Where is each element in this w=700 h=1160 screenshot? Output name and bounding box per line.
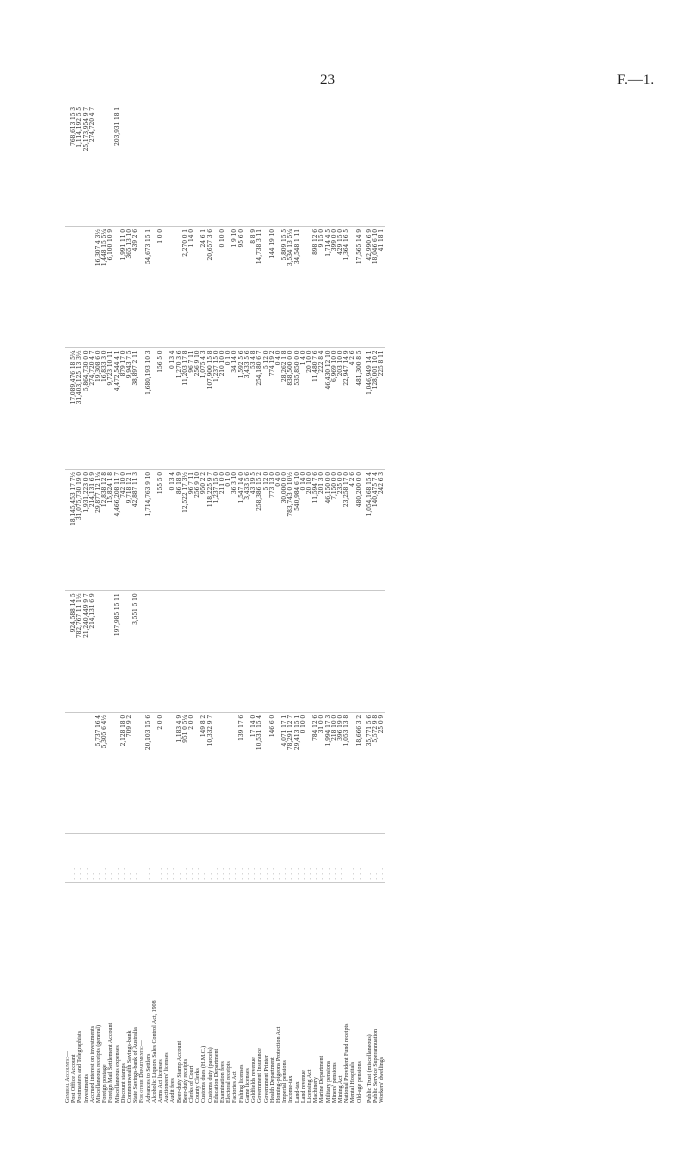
leader-dots: . . .	[146, 834, 152, 882]
leader-dots: . . .	[84, 834, 90, 882]
leader-dots: . . .	[226, 834, 232, 882]
amount-cell: 46,150 0 0	[326, 469, 332, 590]
leader-dots: . . .	[158, 834, 164, 882]
amount-cell: 17 14 0	[251, 712, 257, 833]
amount-cell: 783,743 0 10½	[288, 469, 294, 590]
amount-cell: 1,183 4 9	[177, 712, 183, 833]
amount-cell: 365 13 10	[127, 227, 133, 348]
amount-cell: 742 10 0	[121, 469, 127, 590]
amount-cell: 7,150 0 0	[332, 469, 338, 590]
amount-cell: 31,403,125 13 3½	[77, 348, 83, 469]
amount-cell: 258,386 15 2	[257, 469, 263, 590]
amount-cell: 34,548 1 11	[295, 227, 301, 348]
row-label: Factories Act	[232, 882, 238, 1105]
amount-cell: 36 3 10	[232, 469, 238, 590]
amount-cell: 203 10 0	[338, 348, 344, 469]
amount-cell: 6,100 10 9	[108, 227, 114, 348]
row-label: Land revenue	[301, 882, 307, 1105]
row-label: Public Service Superannuation	[373, 882, 379, 1105]
amount-cell: 96 7 11	[189, 469, 195, 590]
amount-cell: 16,833 3 0	[102, 348, 108, 469]
amount-cell: 31 0 0	[319, 712, 325, 833]
amount-cell: 12,838 12 8	[102, 469, 108, 590]
amount-cell: 0 13 4	[170, 348, 176, 469]
amount-cell: 0 1 0	[226, 348, 232, 469]
leader-dots: . . .	[71, 834, 77, 882]
amount-cell: 1,448 15 5¼	[102, 227, 108, 348]
amount-cell: 6,969 10 0	[332, 348, 338, 469]
amount-cell: 924,588 14 5	[71, 591, 77, 712]
row-label: Licensing Act	[307, 882, 313, 1105]
amount-cell: 155 5 0	[158, 469, 164, 590]
amount-cell: 9,943 7 5	[127, 348, 133, 469]
amount-cell: 11,203 17 8	[183, 348, 189, 469]
amount-cell: 396 19 0	[338, 712, 344, 833]
leader-dots: . . .	[338, 834, 344, 882]
row-label: For other Departments:—	[139, 882, 145, 1105]
amount-cell: 222 8 4	[319, 348, 325, 469]
amount-cell: 86 18 9	[177, 469, 183, 590]
amount-cell: 274,720 4 7	[88, 107, 96, 143]
amount-cell: 0 10 0	[220, 227, 226, 348]
page-reference: F.—1.	[617, 72, 655, 88]
leader-dots: . . .	[214, 834, 220, 882]
amount-cell: 1,364 16 5	[344, 227, 350, 348]
row-label: Customs duty (parcels)	[208, 882, 214, 1105]
row-label: Marine Department	[319, 882, 325, 1105]
amount-cell: 3,534 13 5¼	[288, 227, 294, 348]
leader-dots: . . .	[350, 834, 356, 882]
amount-cell: 107,900 15 8	[208, 348, 214, 469]
amount-cell: 951 0 5¼	[183, 712, 189, 833]
amount-cell: 118,225 9 7	[208, 469, 214, 590]
leader-dots: . . .	[115, 834, 121, 882]
amount-cell: 399 0 0	[332, 227, 338, 348]
leader-dots: . . .	[121, 834, 127, 882]
amount-cell: 144 19 10	[270, 227, 276, 348]
leader-dots: . . .	[170, 834, 176, 882]
amount-cell	[379, 105, 385, 227]
amount-cell	[379, 591, 385, 712]
row-label: Beer-duty Stamp Account	[177, 882, 183, 1105]
amount-cell: 29,877 12 1¼	[96, 469, 102, 590]
amount-cell: 25 0 9	[379, 712, 385, 833]
row-label: Workers' dwellings	[379, 882, 385, 1105]
amount-cell: 5,305 6 4½	[102, 712, 108, 833]
amount-cell: 201 3 0	[319, 469, 325, 590]
amount-cell: 838,500 0 0	[288, 348, 294, 469]
row-label: Foreign postage	[102, 882, 108, 1105]
amount-cell: 784 12 6	[313, 712, 319, 833]
row-label: Clerks of Court	[189, 882, 195, 1105]
row-label: Education Department	[214, 882, 220, 1105]
row-label: Public Trust (miscellaneous)	[367, 882, 373, 1105]
amount-cell: 5,809 15 5	[282, 227, 288, 348]
amount-cell: 1 0 0	[158, 227, 164, 348]
amount-cell: 0 14 0	[301, 469, 307, 590]
row-label: Imperial pensions	[282, 882, 288, 1105]
amount-cell: 3,433 5 6	[245, 469, 251, 590]
leader-dots: . .	[208, 834, 214, 882]
amount-cell: 25,173,954 9 7	[82, 107, 90, 152]
leader-dots: . .	[96, 834, 102, 882]
leader-dots: . .	[108, 834, 114, 882]
row-label: Government Insurance	[257, 882, 263, 1105]
leader-dots: . . .	[319, 834, 325, 882]
row-label: Alcoholic Liquors Sales Control Act, 1908	[152, 882, 158, 1105]
amount-cell: 235 0 0	[338, 469, 344, 590]
amount-cell: 4,466,208 11 7	[115, 469, 121, 590]
row-label: Homing-pigeons Protection Act	[276, 882, 282, 1105]
amount-cell: 254,180 6 7	[257, 348, 263, 469]
amount-cell: 156 5 0	[158, 348, 164, 469]
amount-cell: 274,720 4 7	[90, 348, 96, 469]
row-label: National Provident Fund receipts	[344, 882, 350, 1105]
amount-cell: 256 9 10	[195, 348, 201, 469]
amount-cell: 2 0 0	[158, 712, 164, 833]
amount-cell: 140,475 7 4	[373, 469, 379, 590]
amount-cell: 29,413 15 1	[295, 712, 301, 833]
leader-dots: . . .	[313, 834, 319, 882]
amount-cell: 4 2 6	[350, 348, 356, 469]
amount-cell: 1 14 0	[189, 227, 195, 348]
amount-cell: 218 10 0	[332, 712, 338, 833]
amount-cell: 1,270 3 6	[177, 348, 183, 469]
row-label: Commonwealth Savings-bank	[127, 882, 133, 1105]
leader-dots: . . .	[282, 834, 288, 882]
leader-dots: . .	[177, 834, 183, 882]
amount-cell: 149 8 2	[201, 712, 207, 833]
leader-dots: . . .	[189, 834, 195, 882]
row-label: Advances to Settlers	[146, 882, 152, 1105]
amount-cell: 14,738 3 11	[257, 227, 263, 348]
amount-cell: 4,071 17 1	[282, 712, 288, 833]
amount-cell: 1,237 15 0	[214, 469, 220, 590]
leader-dots: . . .	[232, 834, 238, 882]
amount-cell: 225 8 11	[379, 348, 385, 469]
amount-cell: 24 6 1	[201, 227, 207, 348]
amount-cell: 1,680,193 10 3	[146, 348, 152, 469]
amount-cell: 1,714 4 5	[326, 227, 332, 348]
row-label: Income-tax	[288, 882, 294, 1105]
row-label: Military pensions	[326, 882, 332, 1105]
amount-cell: 1,547 14 0	[239, 469, 245, 590]
amount-cell: 773 13 0	[270, 469, 276, 590]
amount-cell: 709 9 2	[127, 712, 133, 833]
amount-cell: 9,723 10 11	[108, 348, 114, 469]
accounts-table	[65, 105, 385, 1105]
amount-cell: 42,887 11 3	[133, 469, 139, 590]
amount-cell: 1,114,192 5 5	[76, 107, 84, 148]
amount-cell: 481,300 8 5	[357, 348, 363, 469]
accounts-table-body	[65, 105, 385, 1105]
amount-cell: 11,480 7 6	[313, 348, 319, 469]
row-label: Goldfields revenue	[251, 882, 257, 1105]
leader-dots: . . .	[102, 834, 108, 882]
row-label: Accrued interest on investments	[90, 882, 96, 1105]
leader-dots: . . .	[288, 834, 294, 882]
amount-cell: 950 2 2	[201, 469, 207, 590]
leader-dots: . . .	[307, 834, 313, 882]
amount-cell: 0 4 0	[276, 348, 282, 469]
leader-dots: . . .	[270, 834, 276, 882]
leader-dots: . . .	[326, 834, 332, 882]
amount-cell: 1,075 4 3	[201, 348, 207, 469]
row-label: Land-tax	[295, 882, 301, 1105]
amount-cell: 53 4 8	[251, 348, 257, 469]
rotated-table-region	[65, 105, 647, 1105]
leader-dots: . . .	[195, 834, 201, 882]
row-label: County Clerks	[195, 882, 201, 1105]
amount-cell: 0 10 0	[301, 712, 307, 833]
page-number: 23	[320, 72, 335, 88]
amount-cell: 16,307 4 3½	[96, 227, 102, 348]
amount-cell: 2 0 0	[189, 712, 195, 833]
amount-cell: 20,103 15 6	[146, 712, 152, 833]
amount-cell: 18,666 3 2	[357, 712, 363, 833]
amount-cell: 139 17 6	[239, 712, 245, 833]
table-row	[379, 105, 385, 1105]
row-label: Mining Act	[338, 882, 344, 1105]
leader-dots: . .	[201, 834, 207, 882]
amount-cell: 95 6 0	[239, 227, 245, 348]
amount-cell: 540,984 6 10	[295, 469, 301, 590]
row-label: Audit fees	[170, 882, 176, 1105]
leader-dots: . . .	[357, 834, 363, 882]
amount-cell: 214,131 6 9	[90, 469, 96, 590]
amount-cell: 20 10 0	[307, 469, 313, 590]
amount-cell: 9 15 0	[319, 227, 325, 348]
amount-cell: 1,053 13 8	[344, 712, 350, 833]
amount-cell: 214,131 6 9	[90, 591, 96, 712]
leader-dots: . . .	[264, 834, 270, 882]
amount-cell: 0 1 0	[226, 469, 232, 590]
amount-cell: 43 19 5	[251, 469, 257, 590]
amount-cell: 35,771 5 6	[367, 712, 373, 833]
leader-dots: . . .	[295, 834, 301, 882]
row-label: State Savings-bank of Australia	[133, 882, 139, 1105]
amount-cell: 1,991 11 0	[121, 227, 127, 348]
row-label: Beer-duty receipts	[183, 882, 189, 1105]
leader-dots: . . .	[239, 834, 245, 882]
amount-cell: 17,565 14 9	[357, 227, 363, 348]
amount-cell: 78,291 12 7	[288, 712, 294, 833]
amount-cell: 210 10 0	[220, 348, 226, 469]
amount-cell: 4 2 6	[350, 469, 356, 590]
row-label: General Accounts:—	[65, 882, 71, 1105]
amount-cell: 1,931,223 0 0	[84, 469, 90, 590]
amount-cell: 782,767 11 1½	[77, 591, 83, 712]
amount-cell: 429 15 0	[338, 227, 344, 348]
leader-dots: . . .	[251, 834, 257, 882]
amount-cell: 439 2 6	[133, 227, 139, 348]
amount-cell: 256 9 10	[195, 469, 201, 590]
row-label: Postmasters and Telegraphists	[77, 882, 83, 1105]
amount-cell: 774 19 2	[270, 348, 276, 469]
amount-cell: 535,850 0 0	[295, 348, 301, 469]
amount-cell: 0 13 4	[170, 469, 176, 590]
row-label: Old-age pensions	[357, 882, 363, 1105]
amount-cell: 197,985 15 11	[115, 591, 121, 712]
amount-cell: 19,308 6 0	[96, 348, 102, 469]
row-label: Foreign Mail Settlement Account	[108, 882, 114, 1105]
amount-cell: 18,145,453 17 7½	[71, 469, 77, 590]
amount-cell: 20,657 3 6	[208, 227, 214, 348]
amount-cell: 1,714,763 9 10	[146, 469, 152, 590]
leader-dots: . . .	[301, 834, 307, 882]
leader-dots: . .	[90, 834, 96, 882]
amount-cell: 1,237 15 0	[214, 348, 220, 469]
row-label: Auctioneers' licenses	[164, 882, 170, 1105]
amount-cell: 3,551 5 10	[133, 591, 139, 712]
amount-cell: 20 10 0	[307, 348, 313, 469]
leader-dots: . . .	[257, 834, 263, 882]
row-label: Examination fees	[220, 882, 226, 1105]
amount-cell: 42,990 6 9	[367, 227, 373, 348]
amount-cell: 1,046,949 14 1	[367, 348, 373, 469]
amount-cell: 8 8 9	[251, 227, 257, 348]
row-label: Arms Act licenses	[158, 882, 164, 1105]
amount-cell: 898 12 6	[313, 227, 319, 348]
leader-dots: . . .	[77, 834, 83, 882]
amount-cell: 28,262 1 8	[282, 348, 288, 469]
amount-cell: 2,270 0 1	[183, 227, 189, 348]
amount-cell: 203,931 18 1	[113, 107, 121, 146]
amount-cell: 3,433 5 6	[245, 348, 251, 469]
amount-cell: 5 12 0	[264, 348, 270, 469]
leader-dots: . .	[373, 834, 379, 882]
amount-cell: 34 14 0	[232, 348, 238, 469]
leader-dots: . .	[367, 834, 373, 882]
leader-dots: . .	[133, 834, 139, 882]
amount-cell: 1,054,168 15 4	[367, 469, 373, 590]
amount-cell: 5,572 9 8	[373, 712, 379, 833]
row-label: Health Department	[270, 882, 276, 1105]
amount-cell: 96 7 11	[189, 348, 195, 469]
row-label: Post Office Account	[71, 882, 77, 1105]
amount-cell: 1 9 10	[232, 227, 238, 348]
amount-cell: 768,613 15 3	[70, 107, 78, 146]
amount-cell: 46,430 12 10	[326, 348, 332, 469]
amount-cell: 128,001 10 2	[373, 348, 379, 469]
row-label: Game licenses	[245, 882, 251, 1105]
amount-cell: 4,472,544 4 1	[115, 348, 121, 469]
amount-cell: 5 12 0	[264, 469, 270, 590]
amount-cell: 15,824 1 8	[108, 469, 114, 590]
amount-cell: 211 0 0	[220, 469, 226, 590]
amount-cell: 18,046 6 10	[373, 227, 379, 348]
row-label: Fishing licenses	[239, 882, 245, 1105]
row-label: Miscellaneous expenses	[115, 882, 121, 1105]
amount-cell: 879 17 0	[121, 348, 127, 469]
leader-dots: . . .	[379, 834, 385, 882]
row-label: Government Printer	[264, 882, 270, 1105]
leader-dots: . . .	[220, 834, 226, 882]
amount-cell: 10,531 15 4	[257, 712, 263, 833]
leader-dots: . . .	[164, 834, 170, 882]
amount-cell: 38,897 2 11	[133, 348, 139, 469]
row-label: Investments	[84, 882, 90, 1105]
leader-dots: . . .	[245, 834, 251, 882]
amount-cell: 10,332 9 7	[208, 712, 214, 833]
amount-cell: 1 4 0	[301, 348, 307, 469]
amount-cell: 146 6 0	[270, 712, 276, 833]
amount-cell: 242 6 3	[379, 469, 385, 590]
amount-cell: 1,994 17 3	[326, 712, 332, 833]
amount-cell: 17,089,476 18 5¼	[71, 348, 77, 469]
leader-dots: . .	[127, 834, 133, 882]
row-label: Mental Hospitals	[350, 882, 356, 1105]
amount-cell: 480,200 0 0	[357, 469, 363, 590]
leader-dots: . . .	[332, 834, 338, 882]
amount-cell: 22,947 14 9	[344, 348, 350, 469]
amount-cell: 12,522 17 3½	[183, 469, 189, 590]
amount-cell: 11,594 7 6	[313, 469, 319, 590]
leader-dots: . . .	[183, 834, 189, 882]
amount-cell: 31,075,730 19 0	[77, 469, 83, 590]
amount-cell: 9,718 12 1	[127, 469, 133, 590]
amount-cell: 30,000 0 0	[282, 469, 288, 590]
amount-cell: 54,673 15 1	[146, 227, 152, 348]
amount-cell: 0 4 0	[276, 469, 282, 590]
leader-dots: . .	[276, 834, 282, 882]
amount-cell: 21,240,449 9 7	[84, 591, 90, 712]
row-label: Miscellaneous receipts (general)	[96, 882, 102, 1105]
amount-cell: 41 18 1	[379, 227, 385, 348]
amount-cell: 5,737 16 4	[96, 712, 102, 833]
row-label: Miners' pensions	[332, 882, 338, 1105]
row-label: Electoral receipts	[226, 882, 232, 1105]
amount-cell: 5,864,730 0 0	[84, 348, 90, 469]
row-label: Customs dues (H.M.C.)	[201, 882, 207, 1105]
amount-cell: 23,258 17 0	[344, 469, 350, 590]
amount-cell: 1,592 5 6	[239, 348, 245, 469]
row-label: Discount stamps	[121, 882, 127, 1105]
amount-cell: 2,128 18 0	[121, 712, 127, 833]
row-label: Machinery	[313, 882, 319, 1105]
